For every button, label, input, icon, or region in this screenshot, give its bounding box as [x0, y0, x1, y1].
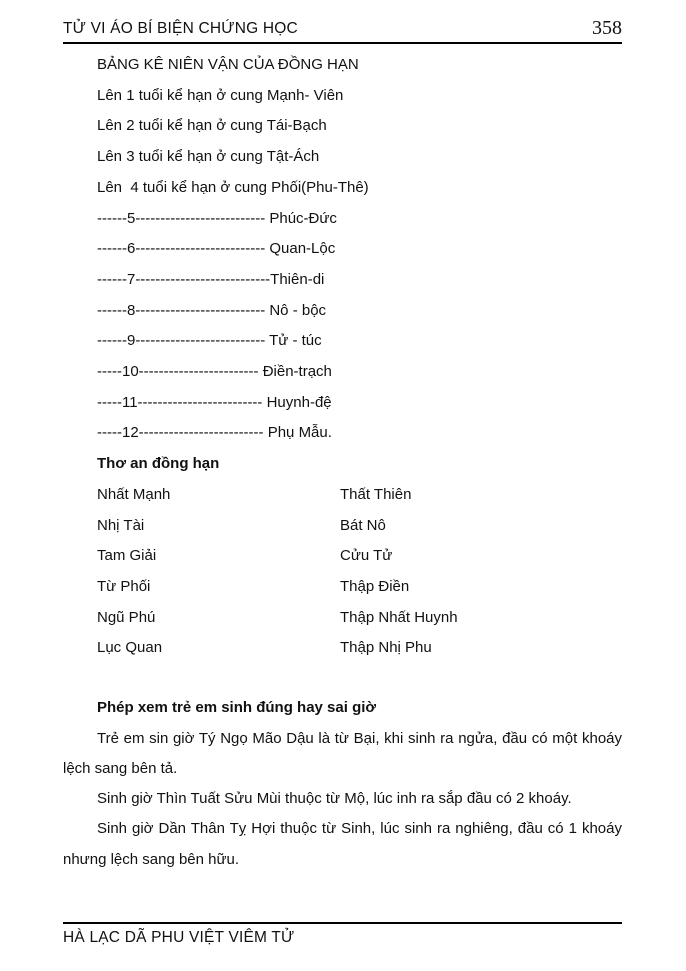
page-number: 358 [592, 17, 622, 39]
tho-an-left-item: Nhị Tài [97, 516, 145, 534]
tho-an-right-item: Cửu Tử [340, 547, 393, 565]
tho-an-right-item: Thập Điền [340, 577, 410, 595]
tho-an-left-item: Ngũ Phú [97, 608, 156, 626]
paragraph: Trẻ em sin giờ Tý Ngọ Mão Dậu là từ Bại, khi sinh ra ngửa, đầu có một khoáy lệch sang bên tả. [63, 729, 622, 777]
tho-an-left-item: Tam Giải [97, 547, 157, 565]
tho-an-right-item: Bát Nô [340, 516, 386, 534]
nien-van-line: ------9-------------------------- Tử - túc [97, 332, 322, 350]
section-tho-an [63, 449, 622, 664]
section-heading: BẢNG KÊ NIÊN VẬN CỦA ĐỒNG HẠN [97, 56, 359, 73]
paragraph: Sinh giờ Dần Thân Tỵ Hợi thuộc từ Sinh, lúc sinh ra nghiêng, đầu có 1 khoáy nhưng lệch sang bên hữu. [63, 820, 622, 868]
paragraph: Sinh giờ Thìn Tuất Sửu Mùi thuộc từ Mộ, lúc inh ra sắp đầu có 2 khoáy. [97, 790, 572, 808]
nien-van-line: Lên 2 tuổi kể hạn ở cung Tái-Bạch [97, 117, 327, 135]
nien-van-line: Lên 1 tuổi kể hạn ở cung Mạnh- Viên [97, 86, 344, 104]
tho-an-columns [97, 480, 622, 664]
nien-van-line: ------6-------------------------- Quan-Lộc [97, 240, 336, 258]
nien-van-line: Lên 4 tuổi kể hạn ở cung Phối(Phu-Thê) [97, 178, 369, 196]
tho-an-right-item: Thập Nhất Huynh [340, 608, 458, 626]
page-header [63, 18, 622, 44]
tho-an-left-item: Từ Phối [97, 577, 151, 595]
page-content [63, 50, 622, 875]
section-nien-van [97, 50, 622, 449]
document-page [63, 18, 622, 971]
section-heading: Phép xem trẻ em sinh đúng hay sai giờ [97, 699, 377, 717]
tho-an-left-item: Nhất Mạnh [97, 485, 171, 503]
section-phep-xem [63, 693, 622, 875]
nien-van-line: ------5-------------------------- Phúc-Đức [97, 209, 337, 227]
nien-van-line: -----12------------------------- Phụ Mẫu. [97, 424, 332, 442]
section-heading: Thơ an đồng hạn [97, 455, 220, 473]
nien-van-line: -----11------------------------- Huynh-đệ [97, 393, 332, 411]
nien-van-line: -----10------------------------ Điền-trạch [97, 363, 332, 381]
tho-an-left-item: Lục Quan [97, 639, 163, 657]
page-footer [63, 922, 622, 947]
nien-van-line: Lên 3 tuổi kể hạn ở cung Tật-Ách [97, 148, 320, 166]
nien-van-line: ------7---------------------------Thiên-di [97, 270, 325, 288]
book-title: TỬ VI ÁO BÍ BIỆN CHỨNG HỌC [63, 20, 298, 37]
tho-an-right-item: Thất Thiên [340, 485, 412, 503]
tho-an-right-item: Thập Nhị Phu [340, 639, 432, 657]
nien-van-line: ------8-------------------------- Nô - bộc [97, 301, 327, 319]
footer-author: HÀ LẠC DÃ PHU VIỆT VIÊM TỬ [63, 929, 295, 946]
